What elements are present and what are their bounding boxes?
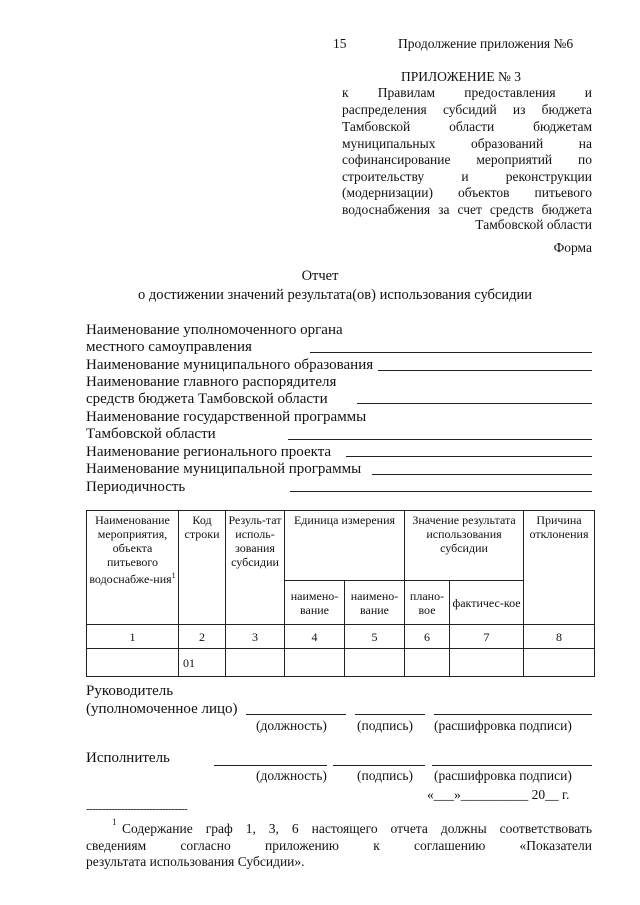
- executor-signature-line[interactable]: [333, 765, 425, 766]
- col-header-activity: Наименование мероприятия, объекта питьевого водоснабже-ния$^1$: [87, 511, 179, 625]
- page-number: 15: [333, 36, 347, 51]
- footnote-line-2: сведениям согласно приложению к соглашению «Показатели: [86, 838, 592, 853]
- executor-position-caption: (должность): [256, 768, 327, 783]
- date-line[interactable]: «___»__________ 20__ г.: [427, 787, 570, 802]
- col-number: 5: [345, 625, 405, 649]
- col-header-code: Код строки: [179, 511, 226, 625]
- report-title: Отчет: [301, 268, 339, 284]
- appendix-title: ПРИЛОЖЕНИЕ № 3: [401, 69, 522, 84]
- col-number: 3: [226, 625, 285, 649]
- appendix-line-8: водоснабжения за счет средств бюджета: [342, 202, 592, 217]
- field-state-program-label-2: Тамбовской области: [86, 426, 216, 442]
- report-subtitle: о достижении значений результата(ов) использования субсидии: [137, 287, 533, 303]
- field-authority-line[interactable]: [310, 352, 592, 353]
- subheader-planned: плано-вое: [405, 581, 450, 625]
- appendix-line-6: строительству и реконструкции: [342, 169, 592, 184]
- head-decoding-caption: (расшифровка подписи): [434, 718, 572, 733]
- field-manager-label-1: Наименование главного распорядителя: [86, 374, 337, 390]
- executor-decoding-line[interactable]: [432, 765, 592, 766]
- field-authority-label-1: Наименование уполномоченного органа: [86, 322, 343, 338]
- field-periodicity-line[interactable]: [290, 491, 592, 492]
- head-signature-line[interactable]: [355, 714, 425, 715]
- footnote-line-3: результата использования Субсидии».: [86, 854, 305, 869]
- subheader-unit-name-2: наимено-вание: [345, 581, 405, 625]
- head-label: Руководитель: [86, 683, 174, 699]
- appendix-line-1: к Правилам предоставления и: [342, 85, 592, 100]
- table-row: [87, 649, 595, 677]
- field-manager-label-2: средств бюджета Тамбовской области: [86, 391, 328, 407]
- executor-label: Исполнитель: [86, 750, 170, 766]
- cell-row-code: 01: [179, 649, 226, 677]
- footnote-separator: --------------------------------: [86, 803, 188, 815]
- appendix-line-2: распределения субсидий из бюджета: [342, 102, 592, 117]
- col-header-unit: Единица измерения: [285, 511, 405, 581]
- appendix-line-3: Тамбовской области бюджетам: [342, 119, 592, 134]
- head-signature-caption: (подпись): [357, 718, 414, 733]
- continuation-note: Продолжение приложения №6: [398, 36, 574, 51]
- executor-signature-caption: (подпись): [357, 768, 414, 783]
- head-position-line[interactable]: [246, 714, 346, 715]
- cell-result[interactable]: [226, 649, 285, 677]
- col-number: 1: [87, 625, 179, 649]
- form-label: Форма: [553, 240, 592, 255]
- field-manager-line[interactable]: [357, 403, 592, 404]
- cell-unit-2[interactable]: [345, 649, 405, 677]
- subheader-actual: фактичес-кое: [450, 581, 524, 625]
- col-number: 7: [450, 625, 524, 649]
- col-number: 2: [179, 625, 226, 649]
- executor-position-line[interactable]: [214, 765, 327, 766]
- footnote-mark: 1: [112, 817, 117, 827]
- col-number: 4: [285, 625, 345, 649]
- appendix-line-4: муниципальных образований на: [342, 136, 592, 151]
- cell-activity[interactable]: [87, 649, 179, 677]
- head-position-caption: (должность): [256, 718, 327, 733]
- col-header-value: Значение результата использования субсидии: [405, 511, 524, 581]
- field-regional-project-line[interactable]: [346, 456, 592, 457]
- subheader-unit-name-1: наимено-вание: [285, 581, 345, 625]
- field-regional-project-label: Наименование регионального проекта: [86, 444, 332, 460]
- field-state-program-label-1: Наименование государственной программы: [86, 409, 367, 425]
- cell-planned[interactable]: [405, 649, 450, 677]
- field-municipal-program-label: Наименование муниципальной программы: [86, 461, 362, 477]
- cell-actual[interactable]: [450, 649, 524, 677]
- field-municipality-line[interactable]: [378, 370, 592, 371]
- head-label-2: (уполномоченное лицо): [86, 701, 238, 717]
- appendix-last-line: Тамбовской области: [475, 217, 592, 232]
- col-number: 6: [405, 625, 450, 649]
- field-periodicity-label: Периодичность: [86, 479, 186, 495]
- field-municipal-program-line[interactable]: [372, 474, 592, 475]
- head-decoding-line[interactable]: [434, 714, 592, 715]
- appendix-line-5: софинансирование мероприятий по: [342, 152, 592, 167]
- col-header-result: Резуль-тат исполь-зования субсидии: [226, 511, 285, 625]
- footnote-line-1: Содержание граф 1, 3, 6 настоящего отчета должны соответствовать: [122, 821, 592, 836]
- cell-reason[interactable]: [524, 649, 595, 677]
- column-number-row: [87, 625, 595, 649]
- col-number: 8: [524, 625, 595, 649]
- col-header-reason: Причина отклонения: [524, 511, 595, 625]
- field-state-program-line[interactable]: [288, 439, 592, 440]
- field-authority-label-2: местного самоуправления: [86, 339, 252, 355]
- report-table: [86, 510, 595, 677]
- appendix-line-7: (модернизации) объектов питьевого: [342, 185, 592, 200]
- cell-unit-1[interactable]: [285, 649, 345, 677]
- executor-decoding-caption: (расшифровка подписи): [434, 768, 572, 783]
- field-municipality-label: Наименование муниципального образования: [86, 357, 374, 373]
